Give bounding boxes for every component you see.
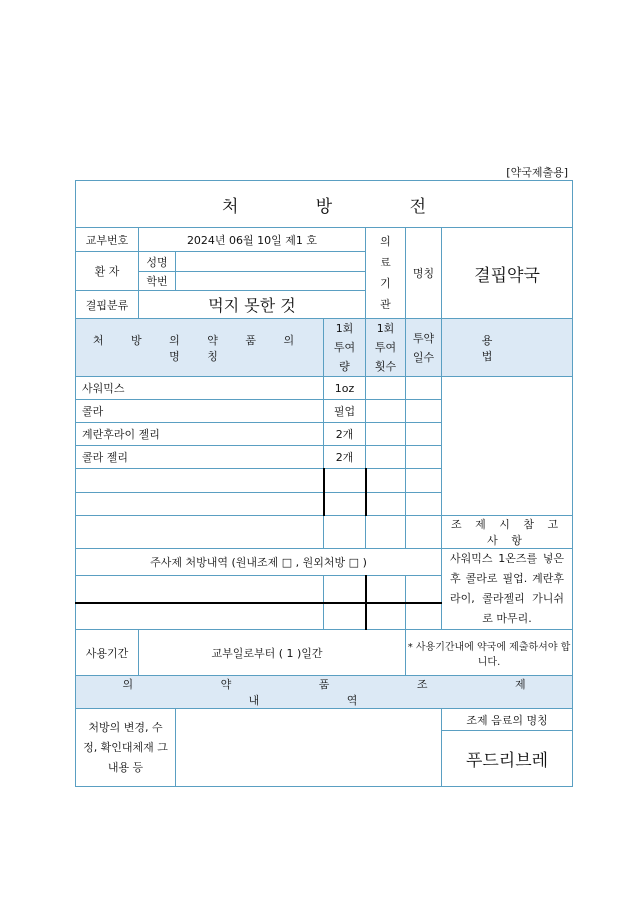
usage-header: 용 법 [442, 319, 573, 377]
drug-days-cell [406, 423, 442, 446]
notes-text: 사워믹스 1온즈를 넣은 후 콜라로 필업. 계란후라이, 콜라젤리 가니쉬로 마무리. [442, 549, 573, 630]
drug-name-cell: 사워믹스 [76, 377, 324, 400]
pharmacy-name-label: 명칭 [406, 228, 442, 319]
drug-name-header: 처 방 의 약 품 의 명 칭 [76, 319, 324, 377]
drug-name-cell [76, 516, 324, 549]
injection-days-cell [406, 603, 442, 630]
drug-times-cell [366, 493, 406, 516]
student-id-label: 학번 [139, 272, 176, 291]
drug-times-cell [366, 400, 406, 423]
table-row [76, 516, 573, 549]
drug-times-cell [366, 446, 406, 469]
injection-times-cell [366, 576, 406, 603]
drug-name-cell [76, 493, 324, 516]
notes-header: 조 제 시 참 고 사 항 [442, 516, 573, 549]
usage-period-note: * 사용기간내에 약국에 제출하셔야 합니다. [406, 630, 573, 676]
drug-dose-cell [324, 493, 366, 516]
drug-times-cell [366, 377, 406, 400]
injection-header: 주사제 처방내역 (원내조제 □ , 원외처방 □ ) [76, 549, 442, 576]
drug-days-cell [406, 493, 442, 516]
category-value: 먹지 못한 것 [139, 291, 366, 319]
drink-name-label: 조제 음료의 명칭 [442, 709, 573, 731]
medical-institution-label: 의 료 기 관 [366, 228, 406, 319]
drug-name-cell [76, 469, 324, 493]
category-label: 결핍분류 [76, 291, 139, 319]
dispensing-header: 의 약 품 조 제 내 역 [76, 676, 573, 709]
issue-number-value: 2024년 06월 10일 제1 호 [139, 228, 366, 252]
days-header: 투약 일수 [406, 319, 442, 377]
changes-label: 처방의 변경, 수정, 확인대체재 그 내용 등 [76, 709, 176, 787]
drug-times-cell [366, 469, 406, 493]
drug-dose-cell: 필업 [324, 400, 366, 423]
drug-times-cell [366, 423, 406, 446]
injection-times-cell [366, 603, 406, 630]
usage-area [442, 377, 573, 516]
issue-number-label: 교부번호 [76, 228, 139, 252]
drug-dose-cell [324, 516, 366, 549]
drug-dose-cell: 1oz [324, 377, 366, 400]
drug-dose-cell: 2개 [324, 446, 366, 469]
drug-name-cell: 계란후라이 젤리 [76, 423, 324, 446]
drug-days-cell [406, 400, 442, 423]
table-row [76, 377, 573, 400]
drug-dose-cell: 2개 [324, 423, 366, 446]
drink-name-value: 푸드리브레 [442, 731, 573, 787]
drug-days-cell [406, 446, 442, 469]
usage-period-label: 사용기간 [76, 630, 139, 676]
drug-name-cell: 콜라 [76, 400, 324, 423]
changes-area[interactable] [176, 709, 442, 787]
drug-name-cell: 콜라 젤리 [76, 446, 324, 469]
times-header: 1회 투여 횟수 [366, 319, 406, 377]
injection-name-cell [76, 576, 324, 603]
patient-name-field[interactable] [176, 252, 366, 272]
drug-times-cell [366, 516, 406, 549]
drug-dose-cell [324, 469, 366, 493]
usage-period-value: 교부일로부터 ( 1 )일간 [139, 630, 406, 676]
drug-days-cell [406, 377, 442, 400]
drug-days-cell [406, 516, 442, 549]
drug-days-cell [406, 469, 442, 493]
injection-dose-cell [324, 603, 366, 630]
dose-header: 1회 투여 량 [324, 319, 366, 377]
patient-name-label: 성명 [139, 252, 176, 272]
copy-label: [약국제출용] [506, 166, 568, 179]
prescription-form [75, 180, 573, 787]
pharmacy-name-value: 결핍약국 [442, 228, 573, 319]
student-id-field[interactable] [176, 272, 366, 291]
patient-label: 환 자 [76, 252, 139, 291]
injection-name-cell [76, 603, 324, 630]
injection-dose-cell [324, 576, 366, 603]
injection-days-cell [406, 576, 442, 603]
form-title: 처 방 전 [76, 181, 573, 228]
